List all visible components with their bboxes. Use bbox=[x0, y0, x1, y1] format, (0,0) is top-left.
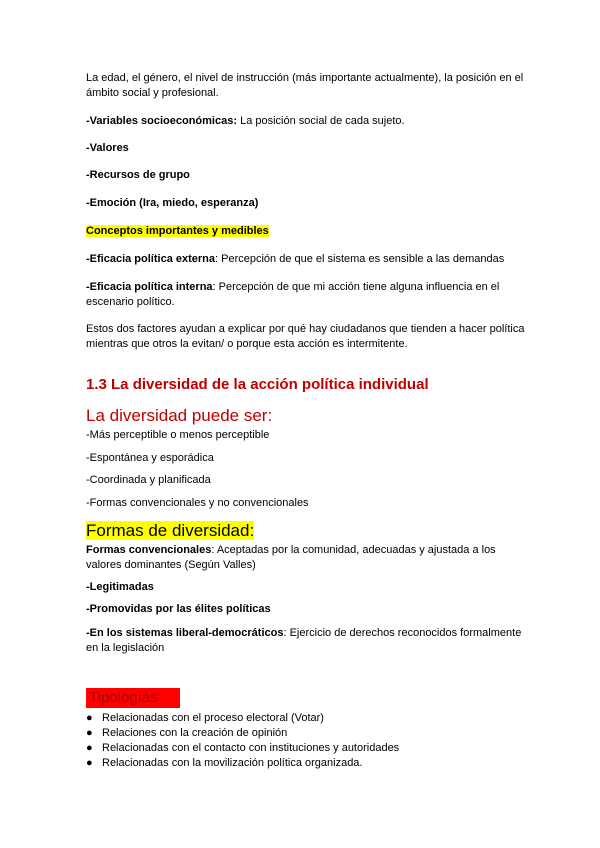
list-item-text: Relaciones con la creación de opinión bbox=[102, 727, 288, 739]
eficacia-externa-term: -Eficacia política externa bbox=[86, 253, 215, 265]
emocion-item bbox=[86, 196, 258, 211]
factores-paragraph: Estos dos factores ayudan a explicar por qué hay ciudadanos que tienden a hacer política mientras que otros la evitan/ o porque esta acción es intermitente. bbox=[86, 323, 525, 350]
formas-convencionales-desc: : Aceptadas por la comunidad, adecuadas y ajustada a los valores dominantes (Según Valles) bbox=[86, 544, 496, 571]
diversidad-title: La diversidad puede ser: bbox=[86, 406, 273, 425]
sistemas-item bbox=[86, 626, 526, 656]
tipologias-heading bbox=[86, 688, 180, 708]
valores-item bbox=[86, 141, 129, 156]
variables-desc: La posición social de cada sujeto. bbox=[237, 115, 405, 127]
diversidad-item-2: -Espontánea y esporádica bbox=[86, 452, 214, 464]
eficacia-externa bbox=[86, 252, 526, 267]
recursos-item bbox=[86, 168, 190, 183]
section-title: 1.3 La diversidad de la acción política individual bbox=[86, 376, 429, 393]
sistemas-desc: : Ejercicio de derechos reconocidos formalmente en la legislación bbox=[86, 627, 522, 654]
list-item bbox=[86, 711, 399, 726]
diversidad-item-1: -Más perceptible o menos perceptible bbox=[86, 429, 270, 441]
eficacia-interna-desc: : Percepción de que mi acción tiene alguna influencia en el escenario político. bbox=[86, 281, 500, 308]
variables-item bbox=[86, 114, 405, 129]
bullet-icon: ● bbox=[86, 712, 93, 724]
tipologias-box: Tipologías bbox=[86, 688, 180, 708]
conceptos-highlight bbox=[86, 224, 269, 239]
list-item-text: Relacionadas con la movilización política organizada. bbox=[102, 757, 363, 769]
emocion-term: -Emoción (Ira, miedo, esperanza) bbox=[86, 197, 259, 209]
list-item-text: Relacionadas con el proceso electoral (Votar) bbox=[102, 712, 324, 724]
intro-paragraph: La edad, el género, el nivel de instrucción (más importante actualmente), la posición en el ámbito social y profesional. bbox=[86, 72, 524, 99]
conceptos-text: Conceptos importantes y medibles bbox=[86, 225, 269, 237]
promovidas-item bbox=[86, 602, 271, 617]
eficacia-interna-term: -Eficacia política interna bbox=[86, 281, 213, 293]
formas-title: Formas de diversidad: bbox=[86, 521, 255, 540]
promovidas-term: -Promovidas por las élites políticas bbox=[86, 603, 271, 615]
list-item bbox=[86, 726, 399, 741]
list-item bbox=[86, 756, 399, 771]
variables-term: -Variables socioeconómicas: bbox=[86, 115, 238, 127]
recursos-term: -Recursos de grupo bbox=[86, 169, 190, 181]
eficacia-interna bbox=[86, 280, 526, 310]
bullet-icon: ● bbox=[86, 742, 93, 754]
tipologias-list bbox=[86, 711, 399, 771]
formas-title-wrap bbox=[86, 521, 254, 541]
legitimadas-term: -Legitimadas bbox=[86, 581, 154, 593]
formas-convencionales bbox=[86, 543, 526, 573]
legitimadas-item bbox=[86, 580, 154, 595]
formas-convencionales-term: Formas convencionales bbox=[86, 544, 212, 556]
sistemas-term: -En los sistemas liberal-democráticos bbox=[86, 627, 284, 639]
bullet-icon: ● bbox=[86, 757, 93, 769]
bullet-icon: ● bbox=[86, 727, 93, 739]
diversidad-item-4: -Formas convencionales y no convencionales bbox=[86, 497, 309, 509]
list-item bbox=[86, 741, 399, 756]
eficacia-externa-desc: : Percepción de que el sistema es sensible a las demandas bbox=[215, 253, 505, 265]
valores-term: -Valores bbox=[86, 142, 129, 154]
diversidad-item-3: -Coordinada y planificada bbox=[86, 474, 211, 486]
list-item-text: Relacionadas con el contacto con instituciones y autoridades bbox=[102, 742, 400, 754]
